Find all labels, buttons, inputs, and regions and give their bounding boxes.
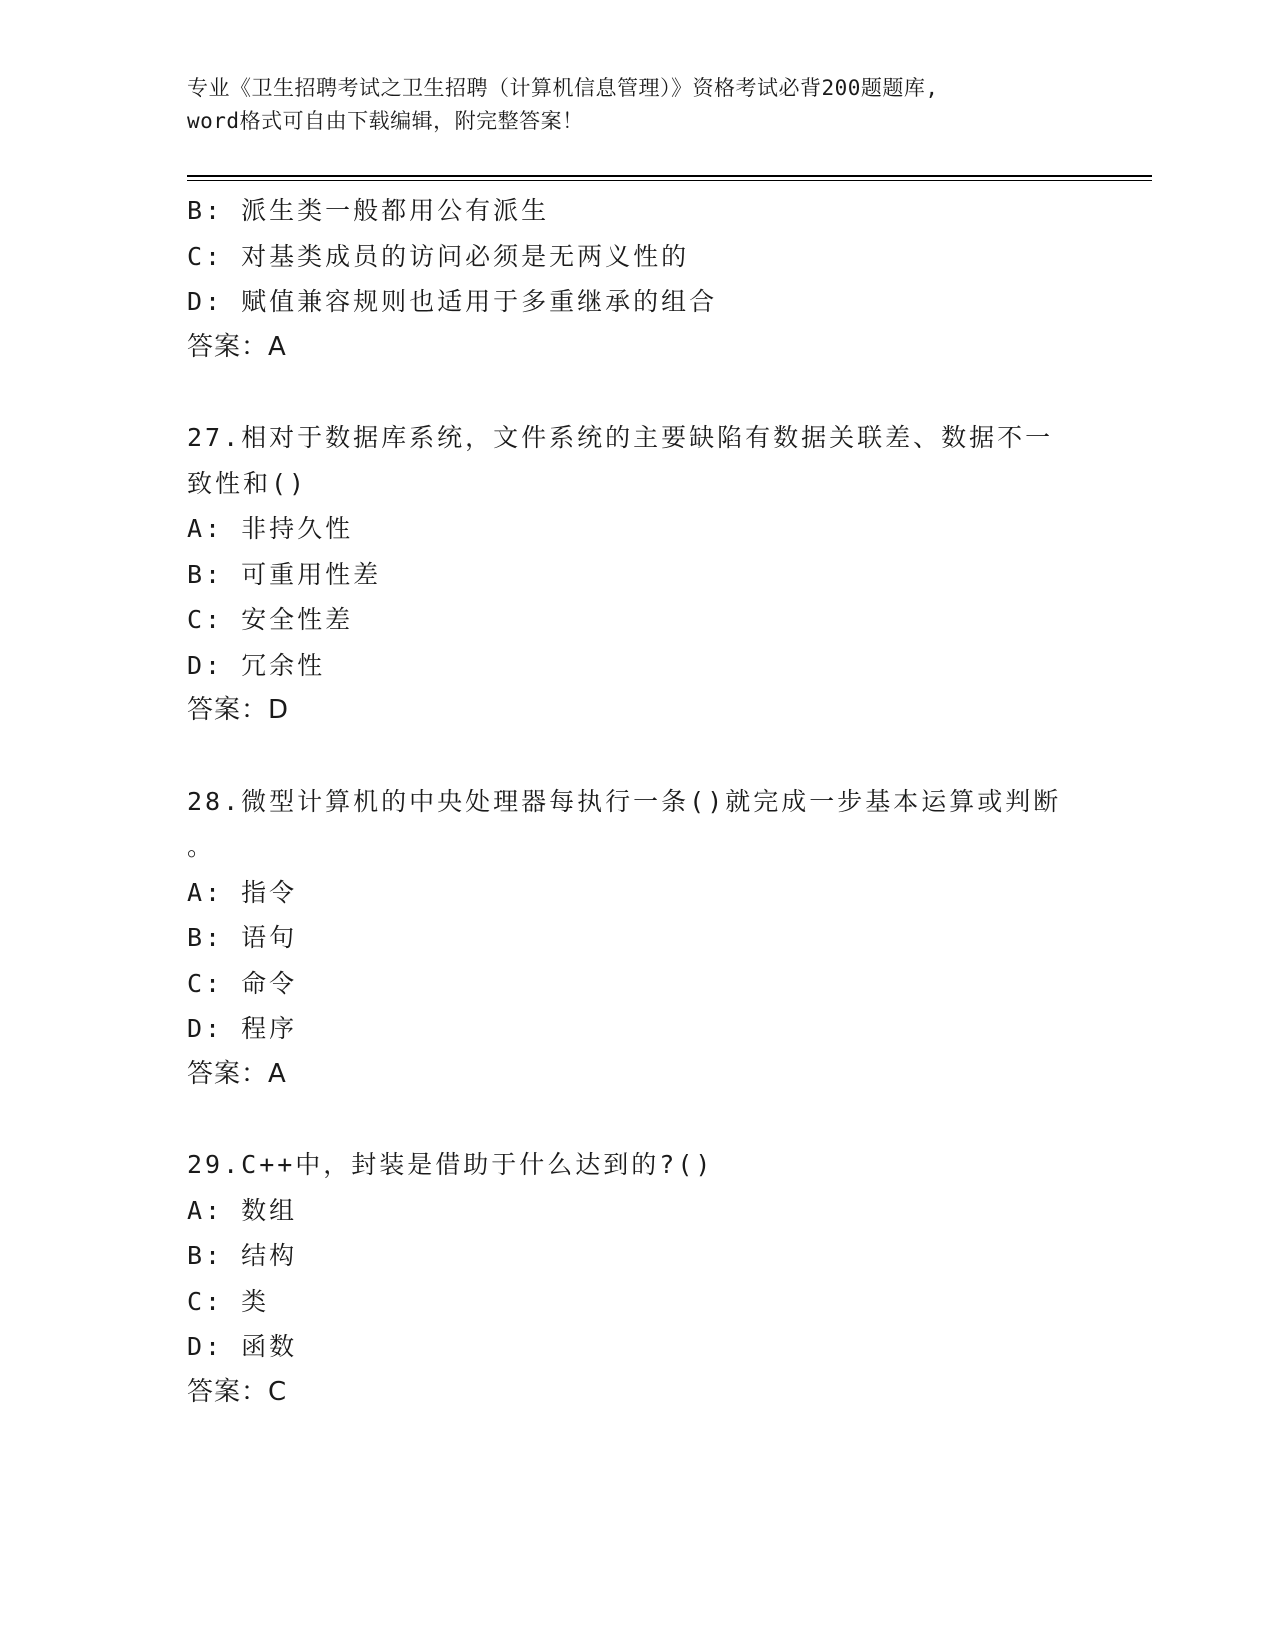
answer: 答案：C <box>187 1376 288 1407</box>
header-line-1: 专业《卫生招聘考试之卫生招聘（计算机信息管理）》资格考试必背200题题库, <box>187 76 939 100</box>
answer: 答案：A <box>187 1058 287 1089</box>
spacer <box>187 734 1087 779</box>
answer: 答案：A <box>187 331 287 362</box>
question-block-continued <box>187 188 1087 370</box>
question-stem-continued: 致性和() <box>187 468 308 498</box>
question-stem-continued: 。 <box>187 832 216 861</box>
option-c: C: 类 <box>187 1286 270 1316</box>
option-a: A: 非持久性 <box>187 514 354 543</box>
spacer <box>187 370 1087 415</box>
header-divider-thin <box>187 180 1152 181</box>
option-d: D: 赋值兼容规则也适用于多重继承的组合 <box>187 287 718 316</box>
document-header <box>187 72 1087 138</box>
question-29 <box>187 1142 1087 1415</box>
question-stem: 27.相对于数据库系统，文件系统的主要缺陷有数据关联差、数据不一 <box>187 423 1054 452</box>
option-d: D: 程序 <box>187 1014 298 1043</box>
spacer <box>187 1097 1087 1142</box>
question-stem: 28.微型计算机的中央处理器每执行一条()就完成一步基本运算或判断 <box>187 786 1062 816</box>
option-b: B: 可重用性差 <box>187 559 382 589</box>
question-28 <box>187 779 1087 1098</box>
option-c: C: 安全性差 <box>187 605 354 634</box>
answer: 答案：D <box>187 695 290 725</box>
option-d: D: 函数 <box>187 1332 298 1361</box>
option-b: B: 派生类一般都用公有派生 <box>187 196 550 225</box>
option-c: C: 对基类成员的访问必须是无两义性的 <box>187 241 690 271</box>
option-d: D: 冗余性 <box>187 650 326 680</box>
option-a: A: 数组 <box>187 1195 298 1225</box>
option-c: C: 命令 <box>187 968 298 998</box>
header-divider-thick <box>187 175 1152 177</box>
option-a: A: 指令 <box>187 877 298 907</box>
question-27 <box>187 415 1087 734</box>
header-line-2: word格式可自由下载编辑，附完整答案！ <box>187 109 584 133</box>
option-b: B: 语句 <box>187 923 298 952</box>
option-b: B: 结构 <box>187 1241 298 1270</box>
question-content <box>187 188 1087 1415</box>
question-stem: 29.C++中，封装是借助于什么达到的?() <box>187 1150 714 1179</box>
